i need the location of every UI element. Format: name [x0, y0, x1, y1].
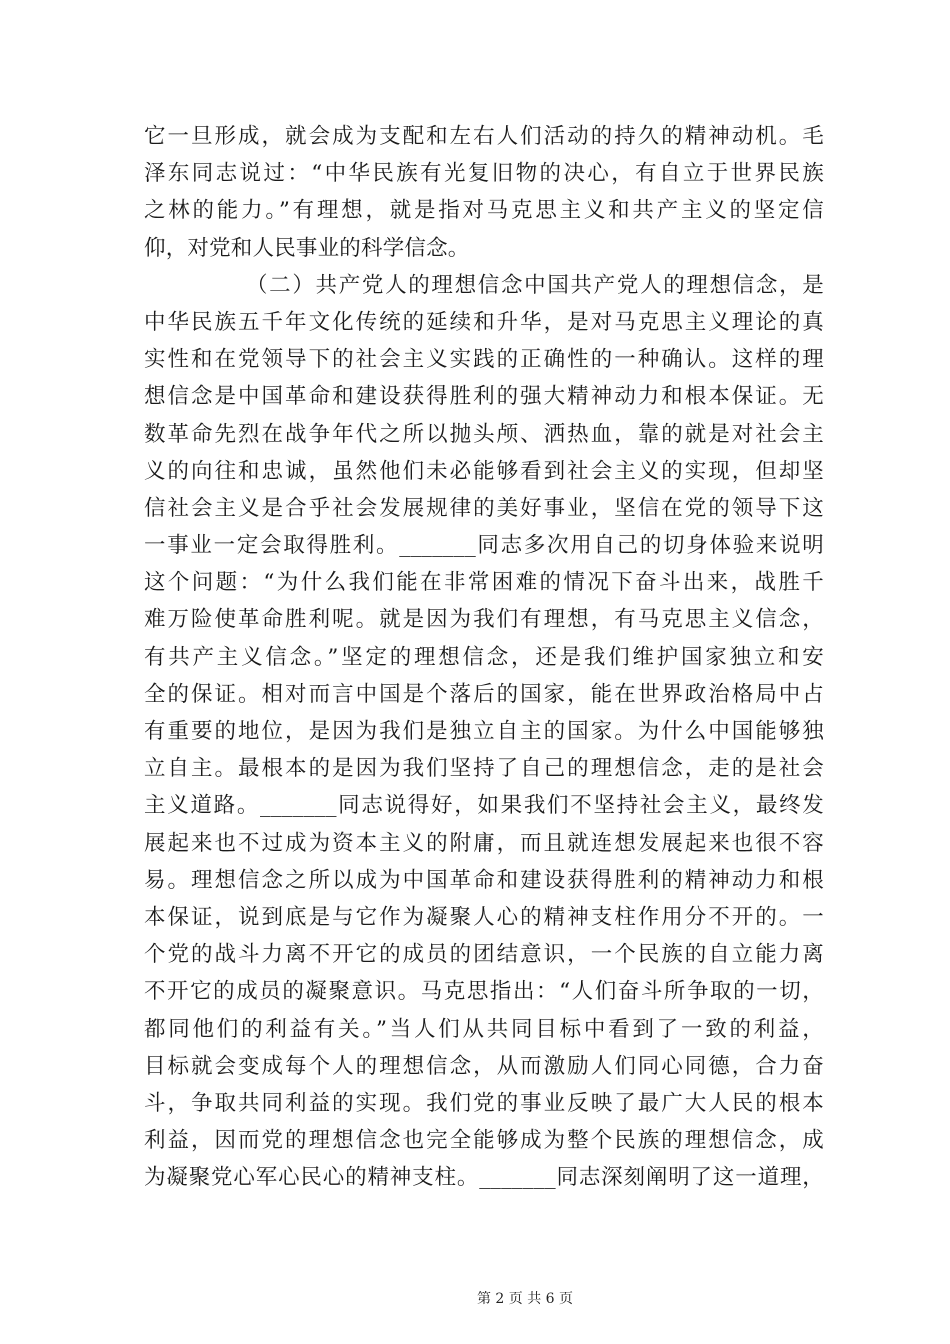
text-line-8: 想信念是中国革命和建设获得胜利的强大精神动力和根本保证。无 [144, 384, 824, 410]
text-line-23: 个党的战斗力离不开它的成员的团结意识，一个民族的自立能力离 [144, 942, 824, 968]
text-line-11: 信社会主义是合乎社会发展规律的美好事业，坚信在党的领导下这 [144, 495, 824, 521]
text-line-25: 都同他们的利益有关。”当人们从共同目标中看到了一致的利益， [144, 1016, 824, 1042]
text-line-21: 易。理想信念之所以成为中国革命和建设获得胜利的精神动力和根 [144, 867, 824, 893]
text-line-16: 全的保证。相对而言中国是个落后的国家，能在世界政治格局中占 [144, 681, 824, 707]
text-line-22: 本保证，说到底是与它作为凝聚人心的精神支柱作用分不开的。一 [144, 904, 824, 930]
text-line-9: 数革命先烈在战争年代之所以抛头颅、洒热血，靠的就是对社会主 [144, 421, 824, 447]
text-line-2: 泽东同志说过：“中华民族有光复旧物的决心，有自立于世界民族 [144, 161, 824, 187]
text-line-7: 实性和在党领导下的社会主义实践的正确性的一种确认。这样的理 [144, 347, 824, 373]
text-line-3: 之林的能力。”有理想，就是指对马克思主义和共产主义的坚定信 [144, 198, 824, 224]
text-line-27: 斗，争取共同利益的实现。我们党的事业反映了最广大人民的根本 [144, 1090, 824, 1116]
text-line-14: 难万险使革命胜利呢。就是因为我们有理想，有马克思主义信念， [144, 607, 824, 633]
section-heading-line: （二）共产党人的理想信念中国共产党人的理想信念，是 [246, 272, 824, 298]
text-line-4: 仰，对党和人民事业的科学信念。 [144, 235, 470, 261]
text-line-15: 有共产主义信念。”坚定的理想信念，还是我们维护国家独立和安 [144, 644, 824, 670]
text-line-20: 展起来也不过成为资本主义的附庸，而且就连想发展起来也很不容 [144, 830, 824, 856]
text-line-13: 这个问题：“为什么我们能在非常困难的情况下奋斗出来，战胜千 [144, 570, 824, 596]
text-line-19: 主义道路。_______同志说得好，如果我们不坚持社会主义，最终发 [144, 793, 824, 819]
text-line-29: 为凝聚党心军心民心的精神支柱。_______同志深刻阐明了这一道理， [144, 1165, 824, 1191]
text-line-26: 目标就会变成每个人的理想信念，从而激励人们同心同德，合力奋 [144, 1053, 824, 1079]
text-line-18: 立自主。最根本的是因为我们坚持了自己的理想信念，走的是社会 [144, 756, 824, 782]
text-line-6: 中华民族五千年文化传统的延续和升华，是对马克思主义理论的真 [144, 309, 824, 335]
text-line-17: 有重要的地位，是因为我们是独立自主的国家。为什么中国能够独 [144, 719, 824, 744]
body-text [144, 118, 824, 1196]
page-number-footer: 第 2 页 共 6 页 [476, 1291, 574, 1307]
text-line-28: 利益，因而党的理想信念也完全能够成为整个民族的理想信念，成 [144, 1128, 824, 1154]
text-line-1: 它一旦形成，就会成为支配和左右人们活动的持久的精神动机。毛 [144, 124, 824, 149]
text-line-24: 不开它的成员的凝聚意识。马克思指出：“人们奋斗所争取的一切， [144, 979, 824, 1005]
text-line-10: 义的向往和忠诚，虽然他们未必能够看到社会主义的实现，但却坚 [144, 458, 824, 484]
text-line-12: 一事业一定会取得胜利。_______同志多次用自己的切身体验来说明 [144, 533, 824, 559]
